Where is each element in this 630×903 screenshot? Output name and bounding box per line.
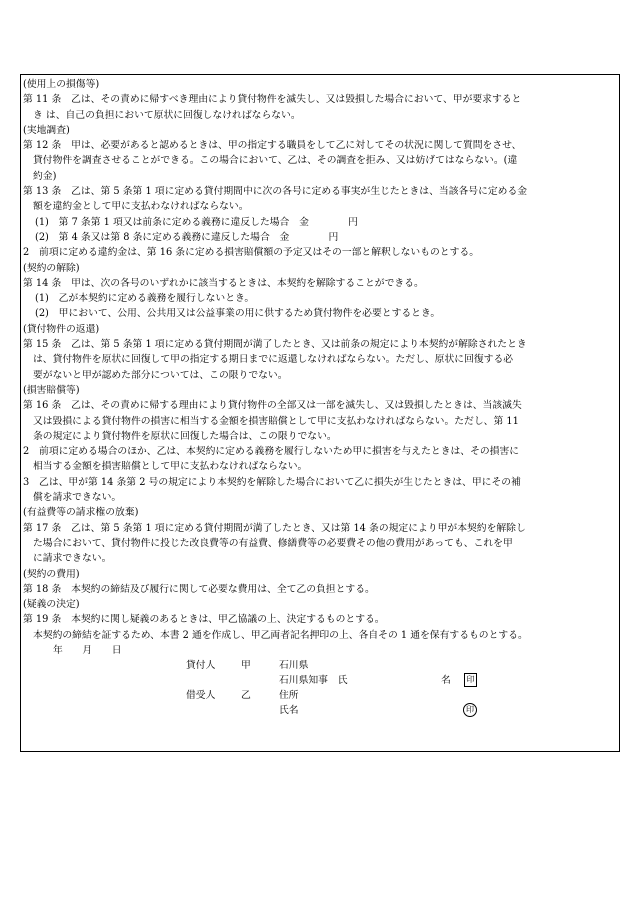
heading-doubts: (疑義の決定): [23, 599, 80, 611]
contract-body: [23, 77, 613, 718]
article-14: 第 14 条 甲は、次の各号のいずれかに該当するときは、本契約を解除することができる。: [23, 277, 424, 289]
borrower-party: 乙: [241, 690, 251, 702]
article-13-para-2: 2 前項に定める違約金は、第 16 条に定める損害賠償額の予定又はその一部と解釈しないものとする。: [23, 247, 479, 259]
article-13: 第 13 条 乙は、第 5 条第 1 項に定める貸付期間中に次の各号に定める事実が生じたときは、当該各号に定める金: [23, 186, 528, 198]
article-15-cont2: 要がないと甲が認めた部分については、この限りでない。: [33, 369, 288, 381]
lender-party: 甲: [241, 660, 251, 672]
article-17: 第 17 条 乙は、第 5 条第 1 項に定める貸付期間が満了したとき、又は第 14 条の規定により甲が本契約を解除し: [23, 522, 526, 534]
article-16-cont2: 条の規定により貸付物件を原状に回復した場合は、この限りでない。: [33, 430, 337, 442]
heading-return: (貸付物件の返還): [23, 323, 100, 335]
article-12-cont: 貸付物件を調査させることができる。この場合において、乙は、その調査を拒み、又は妨げてはならない。(違: [33, 155, 518, 167]
borrower-label: 借受人: [186, 690, 216, 702]
article-16-para-2: 2 前項に定める場合のほか、乙は、本契約に定める義務を履行しないため甲に損害を与えたときは、その損害に: [23, 446, 520, 458]
article-13-item-2: (2) 第 4 条又は第 8 条に定める義務に違反した場合 金 円: [35, 231, 339, 243]
article-18: 第 18 条 本契約の締結及び履行に関して必要な費用は、全て乙の負担とする。: [23, 583, 375, 595]
heading-costs: (契約の費用): [23, 568, 80, 580]
article-14-item-1: (1) 乙が本契約に定める義務を履行しないとき。: [35, 293, 255, 305]
lender-seal-icon: 印: [464, 673, 477, 687]
heading-expense-waiver: (有益費等の請求権の放棄): [23, 507, 139, 519]
borrower-name-label: 氏名: [279, 705, 299, 717]
lender-name-label: 名: [441, 675, 451, 687]
article-17-cont2: に請求できない。: [33, 553, 112, 565]
date-line: 年 月 日: [53, 644, 122, 656]
heading-termination: (契約の解除): [23, 262, 80, 274]
article-16: 第 16 条 乙は、その責めに帰する理由により貸付物件の全部又は一部を滅失し、又は毀損したときは、当該滅失: [23, 400, 522, 412]
lender-line-2: 石川県知事 氏: [279, 675, 348, 687]
lender-line-1: 石川県: [279, 660, 309, 672]
article-14-item-2: (2) 甲において、公用、公共用又は公益事業の用に供するため貸付物件を必要とするとき。: [35, 308, 441, 320]
borrower-seal-icon: 印: [463, 703, 477, 717]
article-19: 第 19 条 本契約に関し疑義のあるときは、甲乙協議の上、決定するものとする。: [23, 614, 385, 626]
article-16-para-3: 3 乙は、甲が第 14 条第 2 号の規定により本契約を解除した場合において乙に損失が生じたときは、甲にその補: [23, 476, 521, 488]
article-16-para-3-cont: 償を請求できない。: [33, 492, 122, 504]
heading-inspection: (実地調査): [23, 124, 70, 136]
article-11-cont: き は、自己の負担において原状に回復しなければならない。: [33, 109, 301, 121]
heading-damage: (使用上の損傷等): [23, 79, 100, 90]
closing-statement: 本契約の締結を証するため、本書 2 通を作成し、甲乙両者記名押印の上、各自その 1 通を保有するものとする。: [33, 629, 528, 641]
article-15-cont: は、貸付物件を原状に回復して甲の指定する期日までに返還しなければならない。ただし、原状に回復する必: [33, 354, 514, 366]
heading-compensation: (損害賠償等): [23, 384, 80, 396]
article-11: 第 11 条 乙は、その責めに帰すべき理由により貸付物件を滅失し、又は毀損した場合において、甲が要求すると: [23, 94, 522, 106]
borrower-address-label: 住所: [279, 690, 299, 702]
article-12: 第 12 条 甲は、必要があると認めるときは、甲の指定する職員をして乙に対してその状況に関して質問をさせ、: [23, 140, 522, 152]
signature-block: [23, 658, 613, 718]
article-12-cont2: 約金): [33, 170, 57, 182]
article-16-para-2-cont: 相当する金額を損害賠償として甲に支払わなければならない。: [33, 461, 308, 473]
article-16-cont: 又は毀損による貸付物件の損害に相当する金額を損害賠償として甲に支払わなければならない。ただし、第 11: [33, 415, 519, 427]
article-15: 第 15 条 乙は、第 5 条第 1 項に定める貸付期間が満了したとき、又は前条の規定により本契約が解除されたとき: [23, 339, 527, 351]
article-13-cont: 額を違約金として甲に支払わなければならない。: [33, 201, 249, 213]
article-17-cont: た場合において、貸付物件に投じた改良費等の有益費、修繕費等の必要費その他の費用があっても、これを甲: [33, 537, 513, 549]
lender-label: 貸付人: [186, 660, 216, 672]
article-13-item-1: (1) 第 7 条第 1 項又は前条に定める義務に違反した場合 金 円: [35, 216, 358, 228]
